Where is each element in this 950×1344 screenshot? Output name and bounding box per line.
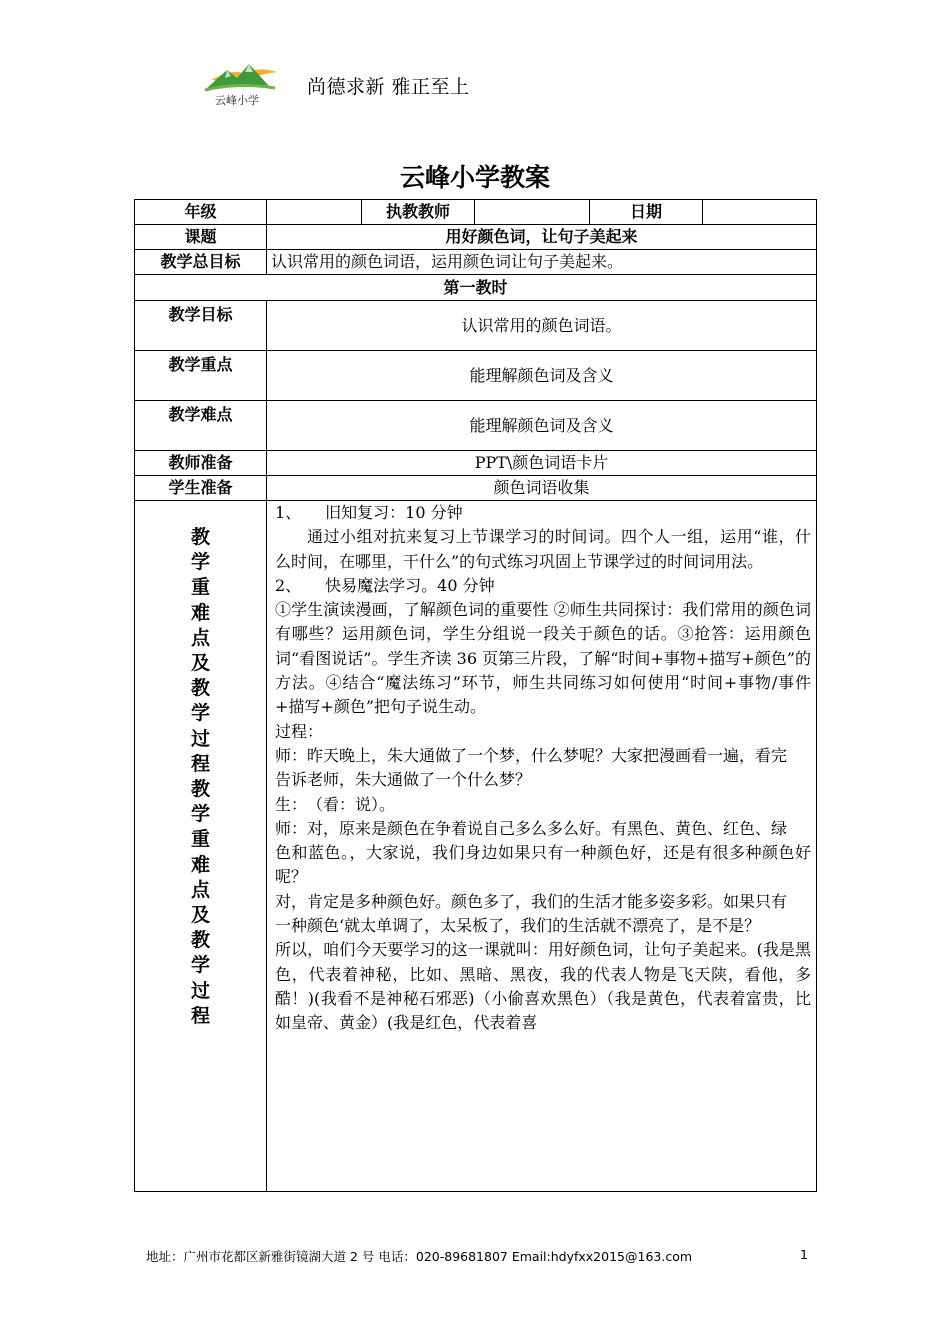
logo-text: 云峰小学 [215, 94, 259, 107]
page-number: 1 [800, 1247, 808, 1262]
mountain-logo-icon [203, 52, 283, 112]
table-row [135, 225, 817, 250]
table-row [135, 401, 817, 451]
teacher-prep-label: 教师准备 [135, 451, 267, 476]
session-label: 第一教时 [135, 275, 817, 301]
process-line: 一种颜色‘就太单调了，太呆板了，我们的生活就不漂亮了，是不是？ [275, 916, 761, 936]
date-value[interactable] [703, 200, 817, 225]
process-line: 2、 快易魔法学习。40 分钟 [275, 575, 495, 595]
table-row [135, 275, 817, 301]
date-label: 日期 [590, 200, 703, 225]
process-line: 师：对，原来是颜色在争着说自己多么多么好。有黑色、黄色、红色、绿 [275, 818, 788, 838]
overall-goal-value: 认识常用的颜色词语，运用颜色词让句子美起来。 [267, 250, 817, 275]
topic-value: 用好颜色词，让句子美起来 [267, 225, 817, 250]
table-row [135, 451, 817, 476]
process-label-text: 教学重难点及教学过程教学重难点及教学过程 [190, 526, 210, 1027]
topic-label: 课题 [135, 225, 267, 250]
process-line: 对，肯定是多种颜色好。颜色多了，我们的生活才能多姿多彩。如果只有 [275, 891, 788, 911]
table-row [135, 200, 817, 225]
process-line: 师：昨天晚上，朱大通做了一个梦，什么梦呢？大家把漫画看一遍，看完 [275, 745, 788, 765]
process-line: 告诉老师，朱大通做了一个什么梦？ [275, 770, 532, 790]
school-motto: 尚德求新 雅正至上 [307, 76, 470, 98]
table-row [135, 501, 817, 1192]
grade-value[interactable] [267, 200, 362, 225]
key-point-value: 能理解颜色词及含义 [267, 351, 817, 401]
table-row [135, 250, 817, 275]
difficulty-label: 教学难点 [135, 401, 267, 451]
teacher-label: 执教教师 [362, 200, 475, 225]
process-content [267, 501, 817, 1192]
key-point-label: 教学重点 [135, 351, 267, 401]
overall-goal-label: 教学总目标 [135, 250, 267, 275]
process-label [135, 501, 267, 1192]
process-line: 色和蓝色。，大家说，我们身边如果只有一种颜色好，还是有很多种颜色好呢？ [275, 843, 811, 887]
document-title: 云峰小学教案 [399, 163, 550, 192]
table-row [135, 301, 817, 351]
school-logo [203, 52, 283, 112]
difficulty-value: 能理解颜色词及含义 [267, 401, 817, 451]
lesson-plan-table [134, 199, 817, 1192]
footer-address: 地址：广州市花都区新雅街镜湖大道 2 号 电话：020-89681807 Email:hdyfxx2015@163.com [146, 1249, 693, 1264]
table-row [135, 351, 817, 401]
table-row [135, 476, 817, 501]
goal-label: 教学目标 [135, 301, 267, 351]
process-line: 所以，咱们今天要学习的这一课就叫：用好颜色词，让句子美起来。(我是黑色，代表着神秘，比如、黑暗、黑夜，我的代表人物是飞天陕，看他，多酷！)(我看不是神秘石邪恶)（小偷喜欢黑色）（我是黄色，代表着富贵，比如皇帝、黄金）(我是红色，代表着喜 [275, 940, 811, 1033]
goal-value: 认识常用的颜色词语。 [267, 301, 817, 351]
teacher-value[interactable] [475, 200, 590, 225]
student-prep-label: 学生准备 [135, 476, 267, 501]
student-prep-value: 颜色词语收集 [267, 476, 817, 501]
grade-label: 年级 [135, 200, 267, 225]
process-line: 过程： [275, 721, 324, 741]
teacher-prep-value: PPT\颜色词语卡片 [267, 451, 817, 476]
process-line: 通过小组对抗来复习上节课学习的时间词。四个人一组，运用“谁，什么时间，在哪里，干什么”的句式练习巩固上节课学过的时间词用法。 [275, 527, 811, 571]
process-line: 1、 旧知复习：10 分钟 [275, 503, 463, 522]
process-line: ①学生演读漫画，了解颜色词的重要性 ②师生共同探讨：我们常用的颜色词有哪些？运用颜色词，学生分组说一段关于颜色的话。③抢答：运用颜色词“看图说话”。学生齐读 36 页第三片段，了解“时间+事物+描写+颜色”的方法。④结合“魔法练习”环节，师生共同练习如何使用“时间+事物/事件+描写+颜色”把句子说生动。 [275, 600, 811, 717]
process-line: 生： （看：说）。 [275, 794, 396, 814]
